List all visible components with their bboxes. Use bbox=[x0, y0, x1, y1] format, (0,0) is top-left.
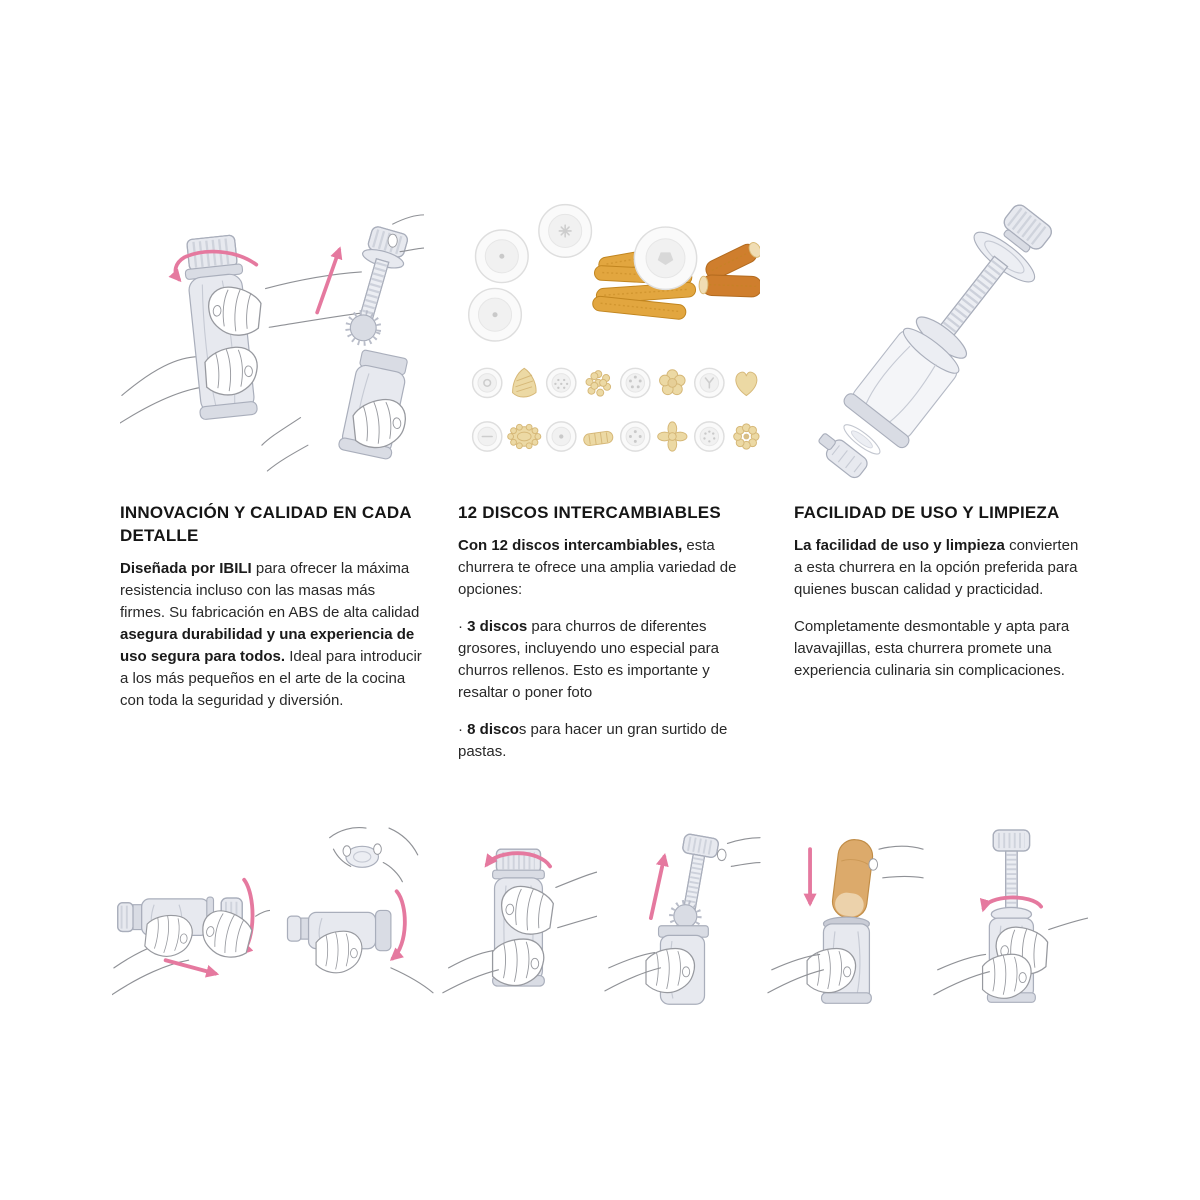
step-pull-plunger-illustration bbox=[603, 822, 761, 1018]
step-screw-plunger-image bbox=[930, 822, 1088, 1018]
discs-and-churros-illustration bbox=[458, 192, 760, 492]
step-twist-cap-illustration bbox=[439, 822, 597, 1018]
hands-twist-and-pull-illustration bbox=[120, 192, 424, 492]
step-unscrew-nozzle-illustration bbox=[112, 822, 270, 1018]
feature-paragraph: La facilidad de uso y limpieza convierten a esta churrera en la opción preferida para quienes buscan calidad y practicidad. bbox=[794, 536, 1079, 599]
usage-steps-section bbox=[0, 822, 1200, 1018]
feature-bullet: · 8 discos para hacer un gran surtido de pastas. bbox=[458, 721, 728, 761]
step-insert-dough-image bbox=[766, 822, 924, 1018]
step-unscrew-nozzle-image bbox=[112, 822, 270, 1018]
exploded-churrera-image bbox=[794, 192, 1082, 492]
feature-heading: FACILIDAD DE USO Y LIMPIEZA bbox=[794, 503, 1060, 522]
feature-bullet: · 3 discos para churros de diferentes grosores, incluyendo uno especial para churros rellenos. Esto es importante y resaltar o poner foto bbox=[458, 618, 719, 702]
feature-paragraph: Completamente desmontable y apta para lavavajillas, esta churrera promete una experiencia culinaria sin complicaciones. bbox=[794, 618, 1070, 680]
hands-usage-image bbox=[120, 192, 424, 492]
feature-heading: INNOVACIÓN Y CALIDAD EN CADA DETALLE bbox=[120, 503, 412, 545]
step-screw-plunger-illustration bbox=[930, 822, 1088, 1018]
step-insert-dough-illustration bbox=[766, 822, 924, 1018]
step-twist-cap-image bbox=[439, 822, 597, 1018]
feature-paragraph: Con 12 discos intercambiables, esta churrera te ofrece una amplia variedad de opciones: bbox=[458, 536, 737, 599]
step-place-disc-illustration bbox=[276, 822, 434, 1018]
feature-paragraph: Diseñada por IBILI para ofrecer la máxima resistencia incluso con las masas más firmes. Su fabricación en ABS de alta calidad asegura durabilidad y una experiencia de uso segura para todos. Ideal para introducir a los más pequeños en el arte de la cocina con toda la seguridad y diversión. bbox=[120, 559, 422, 710]
exploded-churrera-illustration bbox=[794, 192, 1082, 492]
discs-churros-image bbox=[458, 192, 760, 492]
step-place-disc-image bbox=[276, 822, 434, 1018]
feature-facilidad bbox=[794, 192, 1082, 778]
feature-discos bbox=[458, 192, 760, 778]
step-pull-plunger-image bbox=[603, 822, 761, 1018]
feature-heading: 12 DISCOS INTERCAMBIABLES bbox=[458, 503, 721, 522]
feature-innovation bbox=[120, 192, 424, 778]
